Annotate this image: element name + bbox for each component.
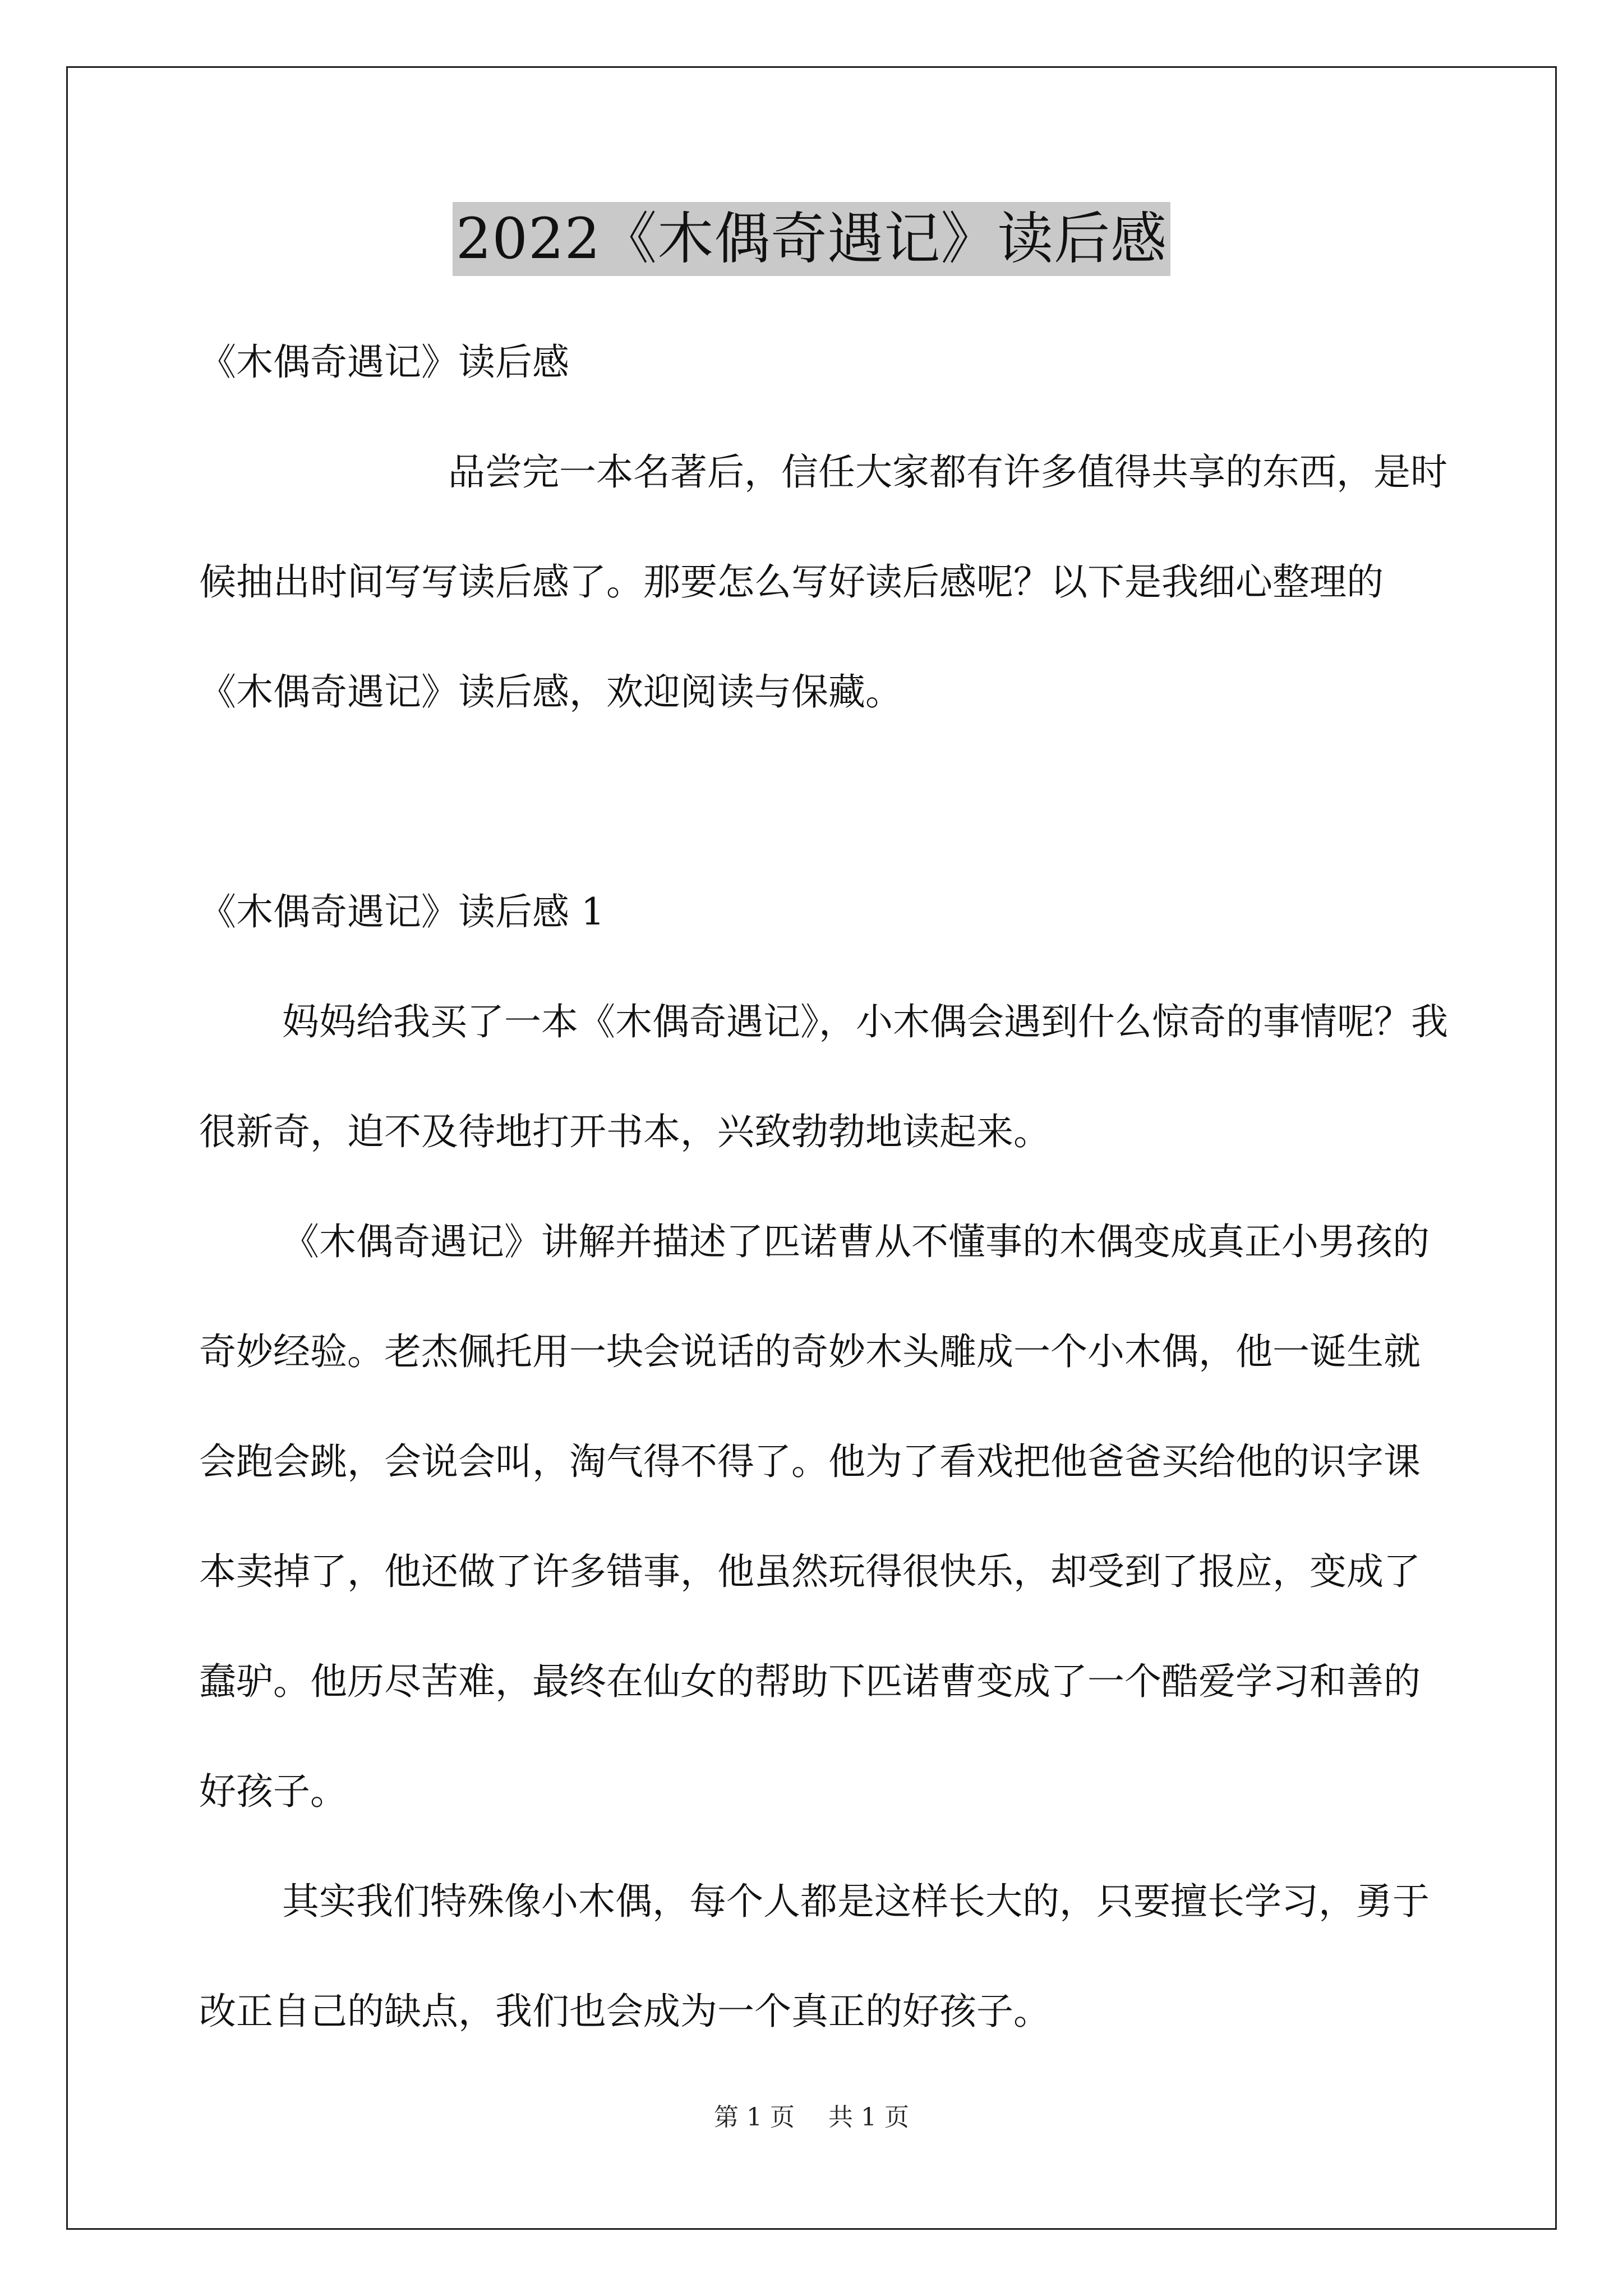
section-heading: 《木偶奇遇记》读后感 1 (199, 890, 605, 933)
document-body (199, 307, 1455, 2067)
page-number: 第 1 页 (714, 2103, 795, 2132)
body-paragraph: 妈妈给我买了一本《木偶奇遇记》，小木偶会遇到什么惊奇的事情呢？我很新奇，迫不及待地打开书本，兴致勃勃地读起来。 (199, 1000, 1448, 1153)
body-paragraph: 《木偶奇遇记》讲解并描述了匹诺曹从不懂事的木偶变成真正小男孩的奇妙经验。老杰佩托用一块会说话的奇妙木头雕成一个小木偶，他一诞生就会跑会跳，会说会叫，淘气得不得了。他为了看戏把他爸爸买给他的识字课本卖掉了，他还做了许多错事，他虽然玩得很快乐，却受到了报应，变成了蠢驴。他历尽苦难，最终在仙女的帮助下匹诺曹变成了一个酷爱学习和善的好孩子。 (199, 1220, 1430, 1813)
body-paragraph: 其实我们特殊像小木偶，每个人都是这样长大的，只要擅长学习，勇于改正自己的缺点，我们也会成为一个真正的好孩子。 (199, 1880, 1430, 2033)
page-footer (0, 2101, 1623, 2134)
title-wrap (0, 202, 1623, 276)
intro-paragraph: 品尝完一本名著后，信任大家都有许多值得共享的东西，是时候抽出时间写写读后感了。那要怎么写好读后感呢？以下是我细心整理的《木偶奇遇记》读后感，欢迎阅读与保藏。 (199, 450, 1447, 714)
document-title: 2022《木偶奇遇记》读后感 (453, 202, 1171, 276)
intro-heading: 《木偶奇遇记》读后感 (199, 341, 569, 384)
page-total: 共 1 页 (828, 2103, 909, 2132)
